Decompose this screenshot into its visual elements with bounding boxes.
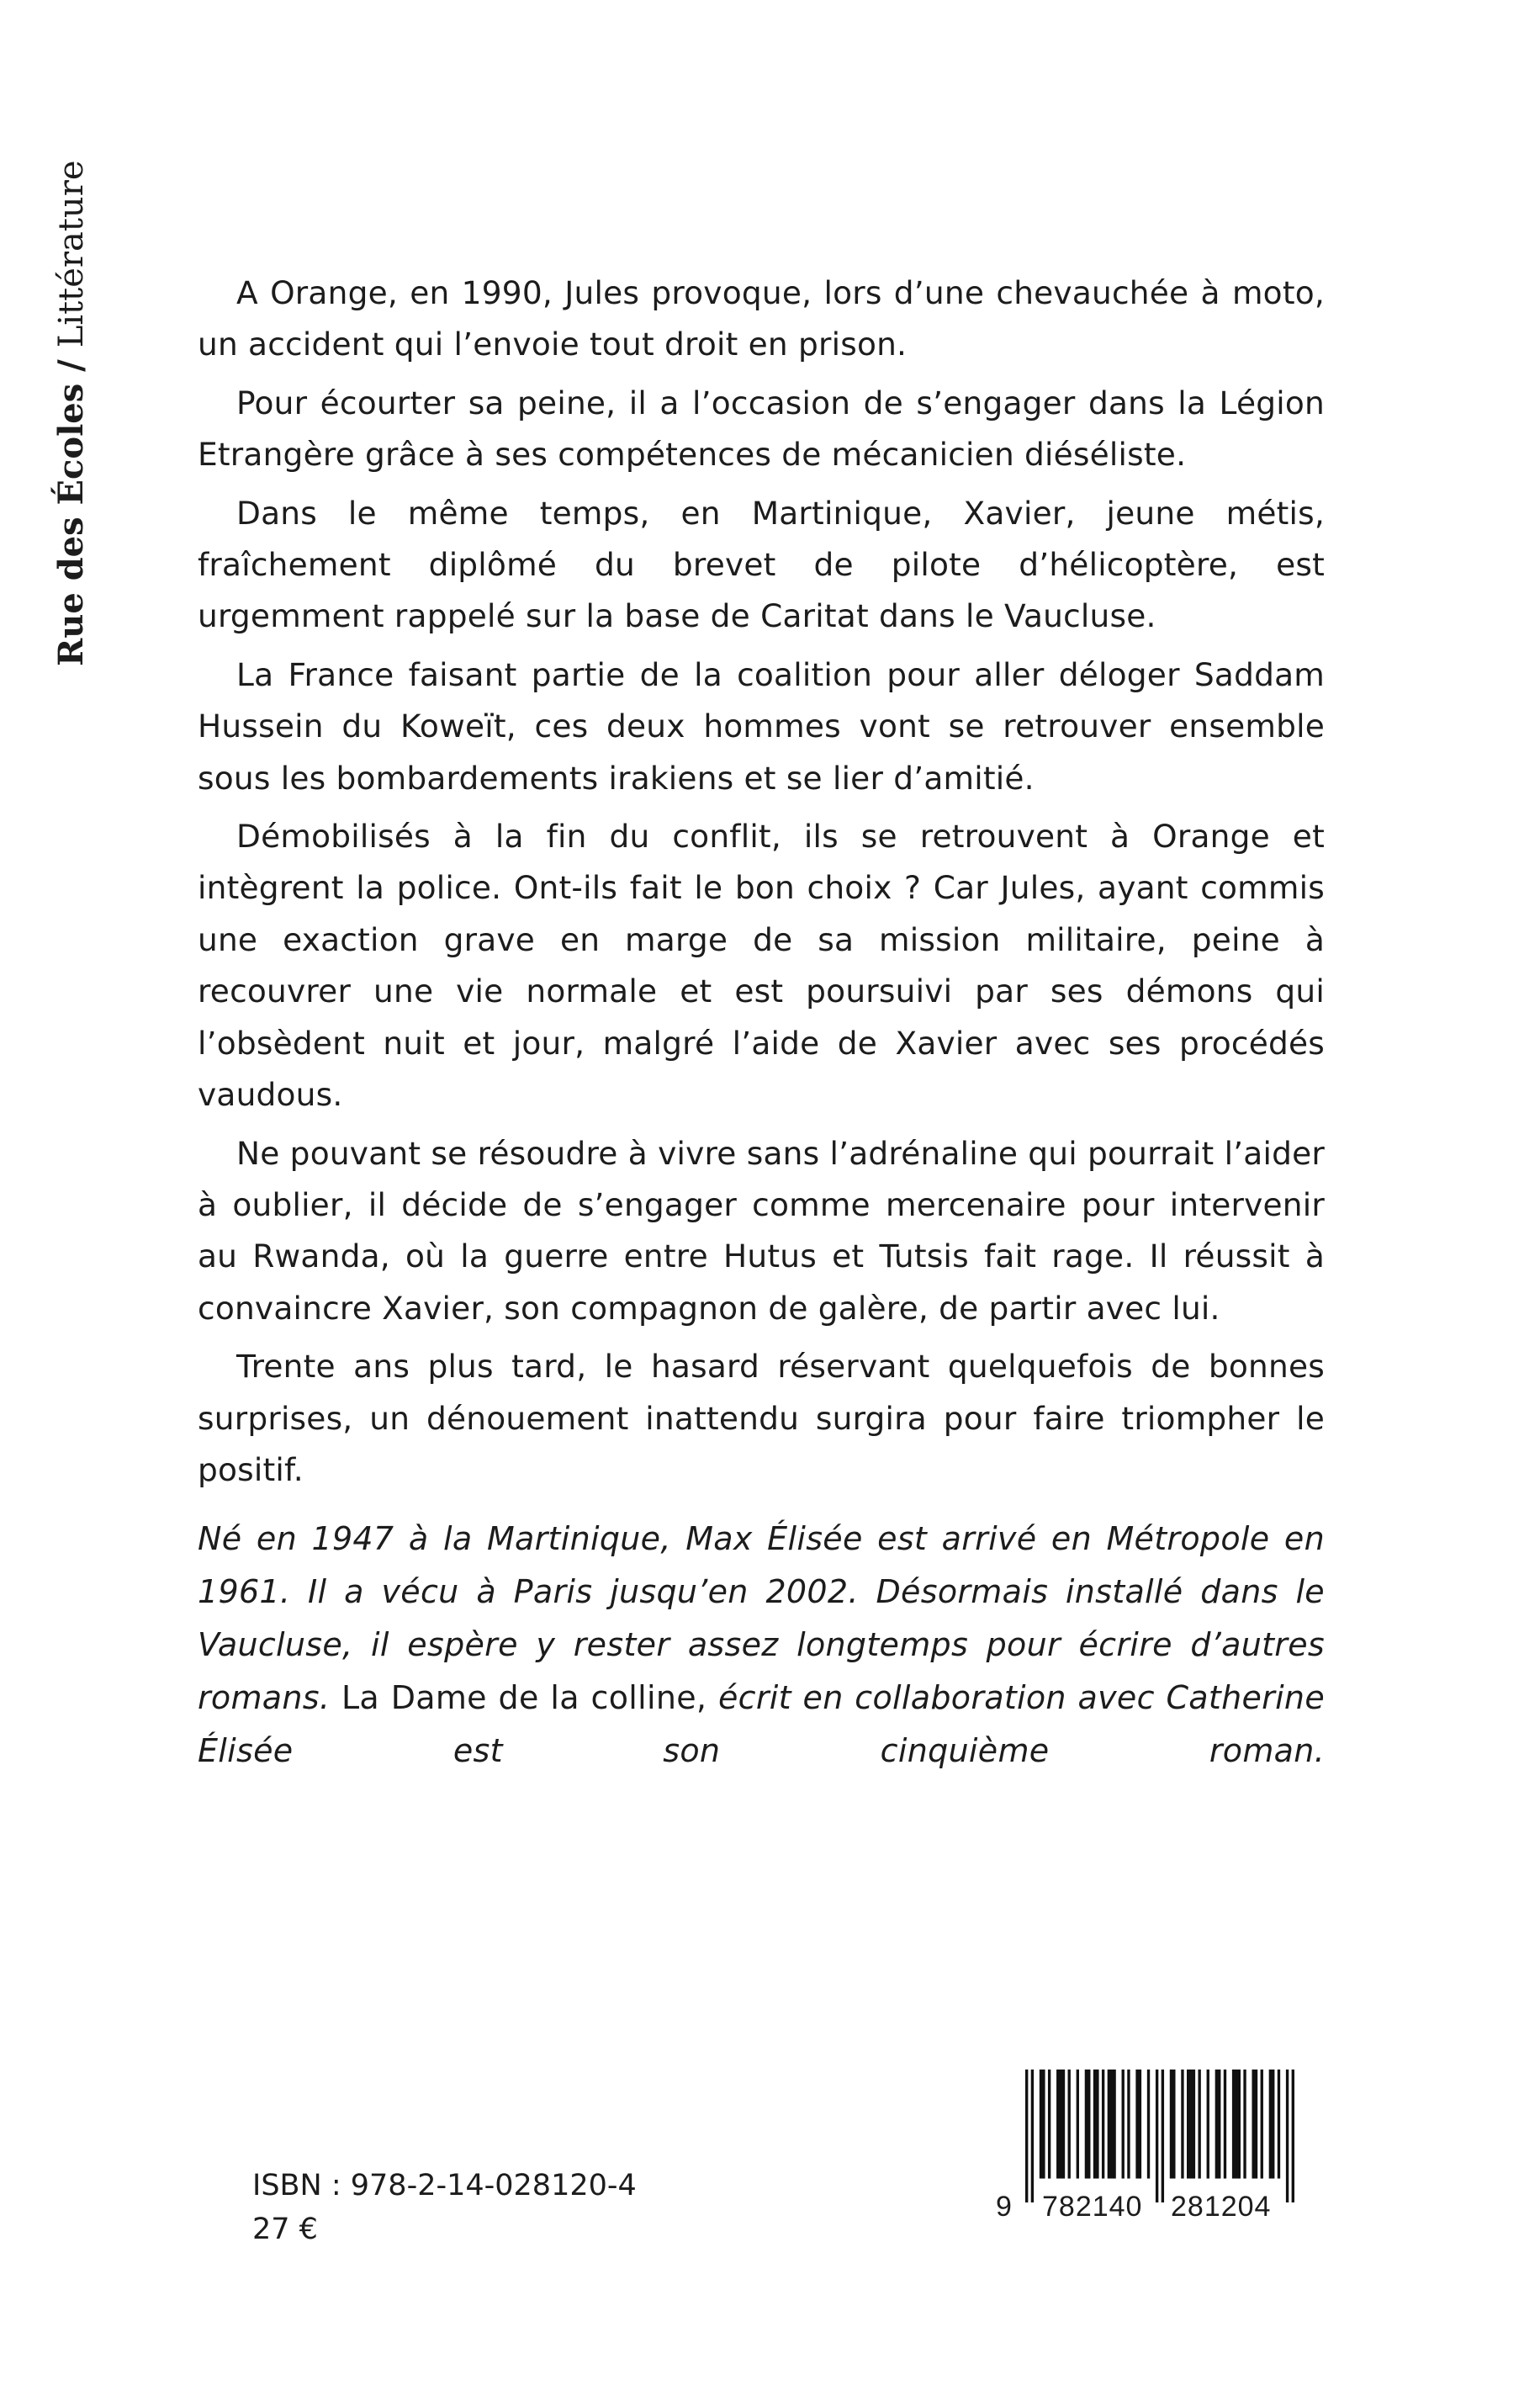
summary-paragraph: Ne pouvant se résoudre à vivre sans l’adrénaline qui pourrait l’aider à oublier, il décide de s’engager comme mercenaire pour intervenir au Rwanda, où la guerre entre Hutus et Tutsis fait rage. Il réussit à convaincre Xavier, son compagnon de galère, de partir avec lui. bbox=[198, 1134, 1325, 1327]
summary-paragraph: Dans le même temps, en Martinique, Xavier, jeune métis, fraîchement diplômé du brevet de pilote d’hélicoptère, est urgemment rappelé sur la base de Caritat dans le Vaucluse. bbox=[198, 494, 1325, 635]
spine-separator: / bbox=[51, 347, 91, 384]
barcode-bars bbox=[1025, 2070, 1294, 2202]
book-title: La Dame de la colline, bbox=[330, 1679, 718, 1716]
summary-paragraph: Pour écourter sa peine, il a l’occasion de s’engager dans la Légion Etrangère grâce à ses compétences de mécanicien diéséliste. bbox=[198, 384, 1325, 474]
summary-paragraph: La France faisant partie de la coalition pour aller déloger Saddam Hussein du Koweït, ces deux hommes vont se retrouver ensemble sous les bombardements irakiens et se lier d’amitié. bbox=[198, 655, 1325, 797]
isbn-block bbox=[252, 2164, 637, 2251]
barcode-first-digit: 9 bbox=[996, 2191, 1012, 2223]
series-name: Rue des Écoles bbox=[51, 383, 91, 666]
price: 27 € bbox=[252, 2213, 318, 2246]
barcode-group-2: 281204 bbox=[1171, 2191, 1272, 2223]
author-bio-text: Né en 1947 à la Martinique, Max Élisée est arrivé en Métropole en 1961. Il a vécu à Paris jusqu’en 2002. Désormais installé dans le Vaucluse, il espère y rester assez longtemps pour écrire d’autres romans. bbox=[198, 1520, 1325, 1716]
collection-name: Littérature bbox=[52, 160, 91, 348]
back-cover-summary bbox=[198, 268, 1325, 1503]
barcode-group-1: 782140 bbox=[1042, 2191, 1143, 2223]
spine-text bbox=[46, 94, 97, 666]
isbn-number: ISBN : 978-2-14-028120-4 bbox=[252, 2169, 637, 2202]
summary-paragraph: A Orange, en 1990, Jules provoque, lors d’une chevauchée à moto, un accident qui l’envoie tout droit en prison. bbox=[198, 274, 1325, 363]
summary-paragraph: Trente ans plus tard, le hasard réservant quelquefois de bonnes surprises, un dénouement inattendu surgira pour faire triompher le positif. bbox=[198, 1348, 1325, 1488]
summary-paragraph: Démobilisés à la fin du conflit, ils se retrouvent à Orange et intègrent la police. Ont-ils fait le bon choix ? Car Jules, ayant commis une exaction grave en marge de sa mission militaire, peine à recouvrer une vie normale et est poursuivi par ses démons qui l’obsèdent nuit et jour, malgré l’aide de Xavier avec ses procédés vaudous. bbox=[198, 818, 1325, 1114]
barcode bbox=[979, 2070, 1297, 2225]
author-bio-text-end: écrit en collaboration avec Catherine Élisée est son cinquième roman. bbox=[198, 1679, 1325, 1769]
author-bio bbox=[198, 1513, 1325, 1778]
